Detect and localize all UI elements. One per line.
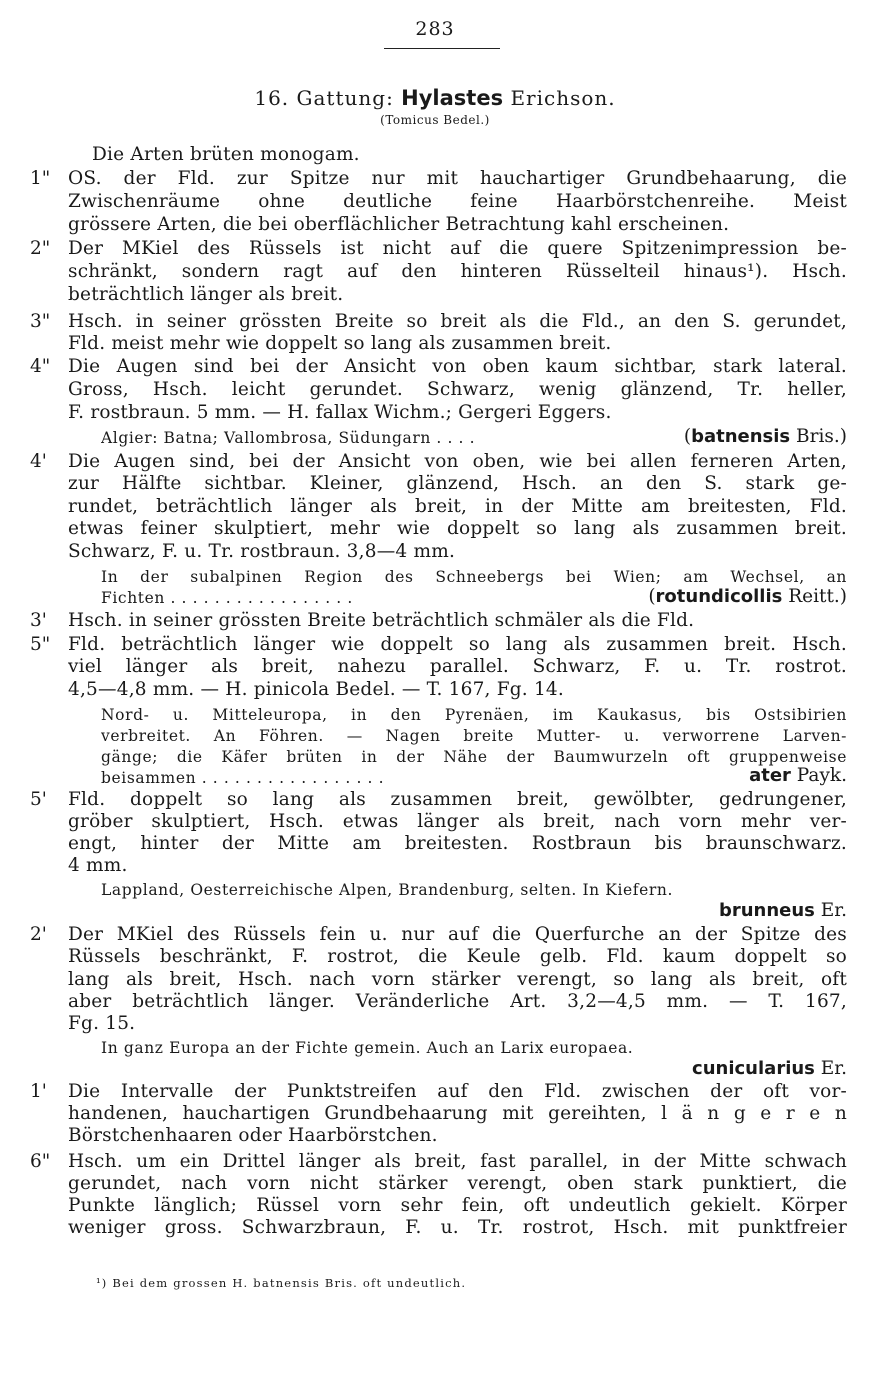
locality-note: Lappland, Oesterreichische Alpen, Brandenburg, selten. In Kiefern. <box>101 881 674 899</box>
text-line: beträchtlich länger als breit. <box>68 284 344 305</box>
text-line: Fld. meist mehr wie doppelt so lang als zusammen breit. <box>68 333 612 354</box>
couplet-number: 1' <box>30 1081 47 1102</box>
text-line: OS. der Fld. zur Spitze nur mit hauchartiger Grundbehaarung, die <box>68 168 847 189</box>
text-line: Punkte länglich; Rüssel vorn sehr fein, oft undeutlich gekielt. Körper <box>68 1195 847 1216</box>
text-line: Hsch. in seiner grössten Breite so breit als die Fld., an den S. gerundet, <box>68 311 847 332</box>
species-batnensis: (batnensis Bris.) <box>683 426 847 447</box>
text-line: Rüssels beschränkt, F. rostrot, die Keule gelb. Fld. kaum doppelt so <box>68 946 847 967</box>
text-line: F. rostbraun. 5 mm. — H. fallax Wichm.; Gergeri Eggers. <box>68 402 612 423</box>
couplet-number: 2' <box>30 924 47 945</box>
locality-note: In ganz Europa an der Fichte gemein. Auch an Larix europaea. <box>101 1039 634 1057</box>
text-line: rundet, beträchtlich länger als breit, in der Mitte am breitesten, Fld. <box>68 496 847 517</box>
species-ater: ater Payk. <box>749 765 847 786</box>
couplet-number: 4' <box>30 451 47 472</box>
text-line: Hsch. um ein Drittel länger als breit, fast parallel, in der Mitte schwach <box>68 1151 847 1172</box>
genus-heading <box>0 86 870 110</box>
text-line: zur Hälfte sichtbar. Kleiner, glänzend, Hsch. an den S. stark ge- <box>68 473 847 494</box>
text-line: Fld. doppelt so lang als zusammen breit, gewölbter, gedrungener, <box>68 789 847 810</box>
species-cunicularius: cunicularius Er. <box>692 1058 847 1079</box>
text-line: engt, hinter der Mitte am breitesten. Rostbraun bis braunschwarz. <box>68 833 847 854</box>
text-line: Fld. beträchtlich länger wie doppelt so lang als zusammen breit. Hsch. <box>68 634 847 655</box>
text-line: gröber skulptiert, Hsch. etwas länger als breit, nach vorn mehr ver- <box>68 811 847 832</box>
species-rotundicollis: (rotundicollis Reitt.) <box>648 586 847 607</box>
locality-note: Nord- u. Mitteleuropa, in den Pyrenäen, im Kaukasus, bis Ostsibirien <box>101 706 847 724</box>
couplet-number: 2" <box>30 238 51 259</box>
text-line: etwas feiner skulptiert, mehr wie doppelt so lang als zusammen breit. <box>68 518 847 539</box>
text-line: Gross, Hsch. leicht gerundet. Schwarz, wenig glänzend, Tr. heller, <box>68 379 847 400</box>
couplet-number: 1" <box>30 168 51 189</box>
locality-note: Algier: Batna; Vallombrosa, Südungarn . . . . <box>101 429 476 447</box>
text-line: Die Augen sind, bei der Ansicht von oben, wie bei allen ferneren Arten, <box>68 451 847 472</box>
text-line: viel länger als breit, nahezu parallel. Schwarz, F. u. Tr. rostrot. <box>68 656 847 677</box>
couplet-number: 5' <box>30 789 47 810</box>
text-line: Zwischenräume ohne deutliche feine Haarbörstchenreihe. Meist <box>68 191 847 212</box>
footnote: ¹) Bei dem grossen H. batnensis Bris. oft undeutlich. <box>96 1276 467 1290</box>
species-brunneus: brunneus Er. <box>718 900 847 921</box>
couplet-number: 3' <box>30 610 47 631</box>
couplet-number: 4" <box>30 356 51 377</box>
text-line: 4 mm. <box>68 855 128 876</box>
locality-note: gänge; die Käfer brüten in der Nähe der Baumwurzeln oft gruppenweise <box>101 748 847 766</box>
couplet-number: 3" <box>30 311 51 332</box>
text-line: 4,5—4,8 mm. — H. pinicola Bedel. — T. 167, Fg. 14. <box>68 679 564 700</box>
locality-note: beisammen . . . . . . . . . . . . . . . . . <box>101 769 385 787</box>
genus-prefix: 16. Gattung: <box>254 86 394 110</box>
text-line: lang als breit, Hsch. nach vorn stärker verengt, so lang als breit, oft <box>68 969 847 990</box>
couplet-number: 6" <box>30 1151 51 1172</box>
text-line: weniger gross. Schwarzbraun, F. u. Tr. rostrot, Hsch. mit punktfreier <box>68 1217 847 1238</box>
page-number: 283 <box>415 18 455 40</box>
genus-author: Erichson. <box>510 86 616 110</box>
locality-note: verbreitet. An Föhren. — Nagen breite Mutter- u. verworrene Larven- <box>101 727 847 745</box>
intro-text: Die Arten brüten monogam. <box>92 144 360 165</box>
genus-name: Hylastes <box>401 86 504 110</box>
text-line: Schwarz, F. u. Tr. rostbraun. 3,8—4 mm. <box>68 541 456 562</box>
text-line: grössere Arten, die bei oberflächlicher Betrachtung kahl erscheinen. <box>68 214 730 235</box>
text-line: Hsch. in seiner grössten Breite beträchtlich schmäler als die Fld. <box>68 610 695 631</box>
text-line: Fg. 15. <box>68 1013 136 1034</box>
text-line: schränkt, sondern ragt auf den hinteren Rüsselteil hinaus¹). Hsch. <box>68 261 847 282</box>
couplet-number: 5" <box>30 634 51 655</box>
text-line: Der MKiel des Rüssels ist nicht auf die quere Spitzenimpression be- <box>68 238 847 259</box>
header-rule <box>384 48 500 49</box>
text-line: Die Intervalle der Punktstreifen auf den Fld. zwischen der oft vor- <box>68 1081 847 1102</box>
text-line: gerundet, nach vorn nicht stärker verengt, oben stark punktiert, die <box>68 1173 847 1194</box>
text-line: aber beträchtlich länger. Veränderliche Art. 3,2—4,5 mm. — T. 167, <box>68 991 847 1012</box>
text-line: handenen, hauchartigen Grundbehaarung mit gereihten, l ä n g e r e n <box>68 1103 847 1124</box>
locality-note: In der subalpinen Region des Schneebergs bei Wien; am Wechsel, an <box>101 568 847 586</box>
text-line: Die Augen sind bei der Ansicht von oben kaum sichtbar, stark lateral. <box>68 356 847 377</box>
locality-note: Fichten . . . . . . . . . . . . . . . . . <box>101 589 353 607</box>
text-line: Der MKiel des Rüssels fein u. nur auf die Querfurche an der Spitze des <box>68 924 847 945</box>
genus-synonym: (Tomicus Bedel.) <box>380 113 490 127</box>
text-line: Börstchenhaaren oder Haarbörstchen. <box>68 1125 438 1146</box>
